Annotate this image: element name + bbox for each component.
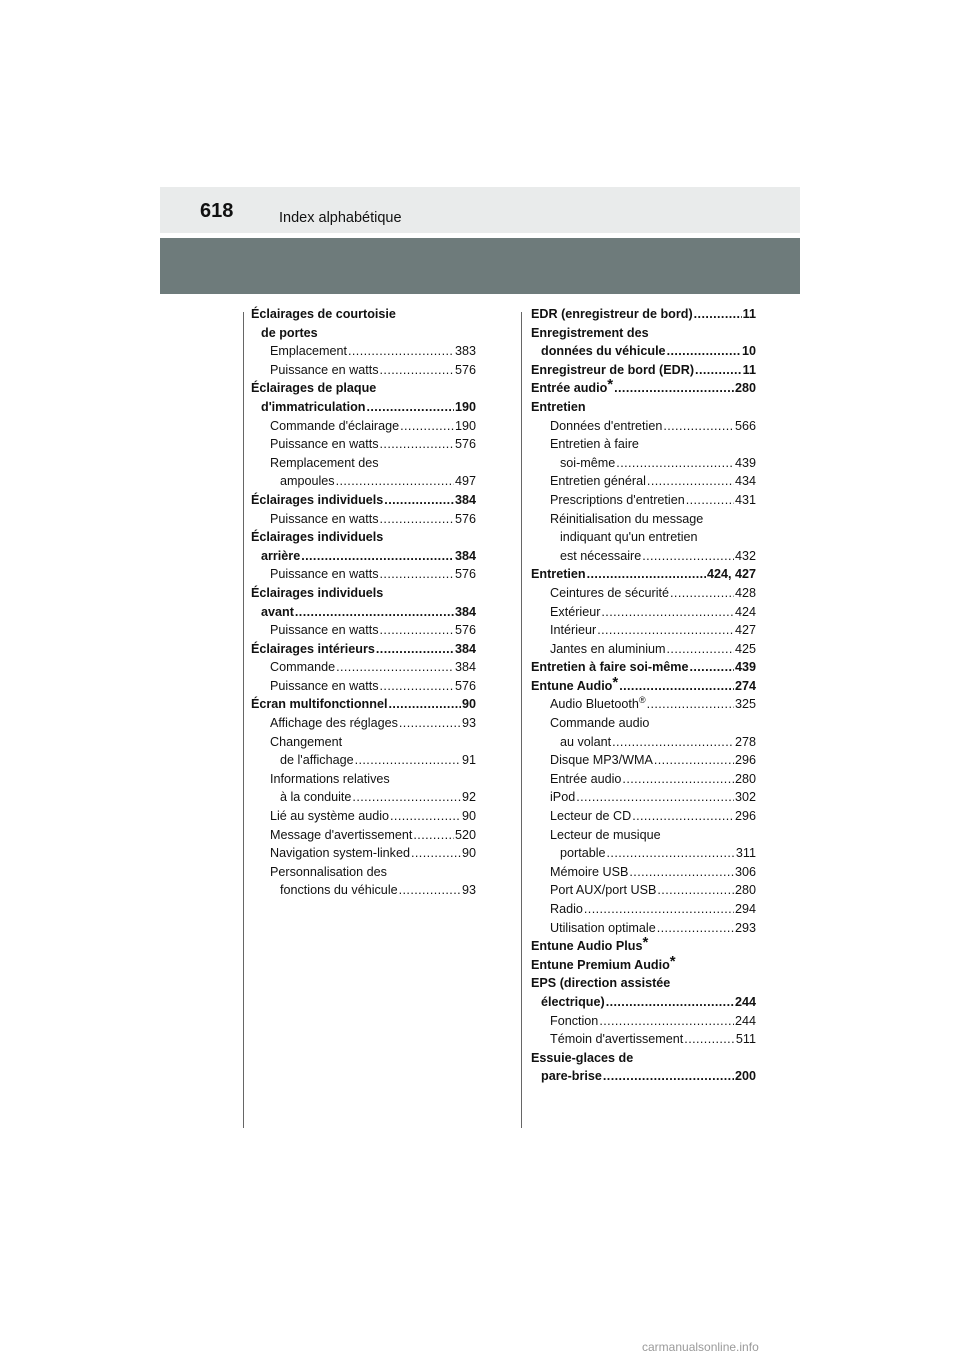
index-entry-label: Entretien à faire soi-même: [531, 660, 689, 675]
index-entry-page: 244: [734, 994, 756, 1009]
dot-leader: [694, 305, 742, 324]
index-entry: [251, 640, 476, 659]
index-entry-page: 384: [454, 604, 476, 619]
index-entry-page: 311: [735, 846, 756, 861]
page-title: Index alphabétique: [279, 210, 402, 226]
index-entry: [251, 361, 476, 380]
index-entry-label: Prescriptions d'entretien: [550, 492, 685, 507]
index-entry-label: Navigation system-linked: [270, 846, 410, 861]
index-entry-label: EPS (direction assistée: [531, 976, 671, 991]
index-entry-page: 306: [734, 864, 756, 879]
dot-leader: [399, 881, 461, 900]
dot-leader: [667, 640, 734, 659]
index-entry-label: Éclairages de courtoisie: [251, 307, 396, 321]
index-entry: [251, 695, 476, 714]
dot-leader: [413, 826, 454, 845]
index-entry: [531, 733, 756, 752]
watermark: carmanualsonline.info: [642, 1340, 759, 1354]
dot-leader: [616, 454, 734, 473]
index-entry-label: Extérieur: [550, 604, 601, 619]
dot-leader: [686, 491, 734, 510]
right-column-rule: [521, 312, 522, 1128]
dot-leader: [632, 807, 734, 826]
index-entry: [531, 658, 756, 677]
index-entry-label: Changement: [270, 734, 343, 749]
index-entry-page: 296: [734, 753, 756, 768]
dot-leader: [376, 640, 454, 659]
index-entry-page: 520: [454, 827, 476, 842]
index-entry: [251, 342, 476, 361]
index-entry-page: 576: [454, 362, 476, 377]
index-entry: [251, 472, 476, 491]
index-entry-page: 294: [734, 902, 756, 916]
index-entry: [531, 342, 756, 361]
dot-leader: [380, 435, 454, 454]
index-entry-page: 424: [734, 604, 756, 619]
index-entry-page: 190: [454, 399, 476, 414]
index-entry-label: EDR (enregistreur de bord): [531, 307, 693, 321]
index-entry-label: d'immatriculation: [261, 399, 366, 414]
index-entry-label: de portes: [261, 325, 318, 340]
index-entry-label: Commande d'éclairage: [270, 418, 400, 433]
dot-leader: [301, 547, 454, 566]
index-entry-page: 424, 427: [706, 567, 756, 582]
index-entry: [531, 751, 756, 770]
index-entry-label: Témoin d'avertissement: [550, 1032, 684, 1047]
dot-leader: [411, 844, 461, 863]
dot-leader: [336, 658, 454, 677]
index-entry-label: Éclairages individuels: [251, 530, 384, 545]
index-entry: [251, 733, 476, 752]
index-entry-label: Entretien: [531, 567, 586, 582]
index-entry-label: arrière: [261, 548, 301, 563]
index-entry-page: 439: [734, 455, 756, 470]
index-entry-page: 280: [734, 381, 756, 396]
index-entry-label: Entretien à faire: [550, 437, 639, 452]
index-entry: [251, 603, 476, 622]
index-entry-label: Entune Audio*: [531, 677, 618, 696]
index-entry: [251, 658, 476, 677]
index-entry: [251, 454, 476, 473]
index-entry-label: à la conduite: [280, 790, 352, 805]
index-entry-label: Entrée audio: [550, 771, 622, 786]
index-entry: [251, 677, 476, 696]
index-entry: [251, 491, 476, 510]
index-entry-page: 11: [742, 307, 756, 321]
index-entry: [251, 714, 476, 733]
dot-leader: [622, 770, 734, 789]
dot-leader: [380, 361, 454, 380]
index-entry-label: Radio: [550, 902, 583, 916]
section-band: [160, 238, 800, 294]
left-column-rule: [243, 312, 244, 1128]
dot-leader: [355, 751, 461, 770]
index-entry-label: Entretien: [531, 399, 586, 414]
index-entry: [251, 547, 476, 566]
index-entry-label: Port AUX/port USB: [550, 883, 657, 898]
index-entry-label: Puissance en watts: [270, 567, 379, 582]
index-entry: [251, 324, 476, 343]
index-entry-page: 427: [734, 623, 756, 638]
index-entry-page: 200: [734, 1069, 756, 1084]
index-entry-label: portable: [560, 846, 606, 861]
index-column-left: [251, 305, 476, 900]
index-entry-label: Jantes en aluminium: [550, 641, 666, 656]
index-entry-label: données du véhicule: [541, 344, 666, 359]
dot-leader: [352, 788, 461, 807]
index-entry: [251, 510, 476, 529]
dot-leader: [336, 472, 454, 491]
dot-leader: [642, 547, 734, 566]
index-entry: [531, 807, 756, 826]
index-entry-page: 93: [461, 883, 476, 898]
dot-leader: [684, 1030, 735, 1049]
index-entry-label: Audio Bluetooth®: [550, 695, 646, 712]
index-entry: [251, 788, 476, 807]
index-entry: [531, 640, 756, 659]
index-entry-page: 11: [742, 362, 756, 377]
index-entry-page: 439: [734, 660, 756, 675]
index-entry-label: Puissance en watts: [270, 623, 379, 638]
index-entry-page: 280: [734, 883, 756, 898]
index-entry: [251, 398, 476, 417]
index-entry-page: 576: [454, 511, 476, 526]
index-entry-label: Affichage des réglages: [270, 716, 398, 731]
index-entry-page: 90: [461, 809, 476, 824]
dot-leader: [400, 417, 454, 436]
index-entry-page: 278: [734, 734, 756, 749]
page-header: [160, 187, 800, 233]
index-entry-page: 576: [454, 567, 476, 582]
index-entry: [251, 584, 476, 603]
index-entry: [531, 881, 756, 900]
index-entry: [531, 379, 756, 398]
index-entry: [531, 1012, 756, 1031]
index-entry: [531, 826, 756, 845]
index-entry-label: Disque MP3/WMA: [550, 753, 653, 768]
index-entry: [531, 528, 756, 547]
index-entry-label: Entretien général: [550, 474, 646, 489]
index-entry: [251, 751, 476, 770]
index-entry-label: Puissance en watts: [270, 437, 379, 452]
index-entry-label: soi-même: [560, 455, 616, 470]
index-entry-label: avant: [261, 604, 294, 619]
dot-leader: [380, 621, 454, 640]
dot-leader: [597, 621, 734, 640]
index-entry: [251, 528, 476, 547]
index-entry-label: Données d'entretien: [550, 418, 663, 433]
dot-leader: [388, 695, 461, 714]
index-entry: [531, 844, 756, 863]
index-entry-page: 384: [454, 492, 476, 507]
index-entry: [531, 472, 756, 491]
index-entry: [251, 621, 476, 640]
index-entry: [531, 435, 756, 454]
index-entry-label: Éclairages de plaque: [251, 381, 377, 396]
dot-leader: [584, 900, 734, 919]
dot-leader: [614, 379, 734, 398]
dot-leader: [295, 603, 454, 622]
index-entry-page: 302: [734, 790, 756, 805]
index-entry-page: 425: [734, 641, 756, 656]
index-entry-label: indiquant qu'un entretien: [560, 530, 698, 545]
index-entry: [531, 677, 756, 696]
index-entry-label: est nécessaire: [560, 548, 642, 563]
dot-leader: [384, 491, 454, 510]
index-entry-label: Ceintures de sécurité: [550, 585, 670, 600]
index-entry: [531, 603, 756, 622]
index-entry: [531, 491, 756, 510]
index-entry-label: Puissance en watts: [270, 511, 379, 526]
index-entry-label: Utilisation optimale: [550, 920, 656, 935]
index-entry-label: Personnalisation des: [270, 864, 387, 879]
index-entry: [251, 826, 476, 845]
dot-leader: [380, 677, 454, 696]
index-entry-page: 10: [741, 344, 756, 359]
index-entry: [531, 974, 756, 993]
index-entry-page: 384: [454, 641, 476, 656]
dot-leader: [603, 1067, 734, 1086]
index-entry: [251, 863, 476, 882]
index-entry-label: Entune Premium Audio*: [531, 956, 676, 975]
dot-leader: [390, 807, 461, 826]
index-entry-label: Éclairages individuels: [251, 585, 384, 600]
index-entry-mark: *: [607, 379, 614, 394]
index-entry-mark: *: [612, 676, 619, 691]
index-entry-page: 93: [461, 716, 476, 731]
index-entry: [531, 900, 756, 919]
index-entry-label: iPod: [550, 790, 576, 805]
index-entry: [531, 565, 756, 584]
index-entry: [531, 584, 756, 603]
index-entry: [531, 863, 756, 882]
index-entry: [531, 770, 756, 789]
dot-leader: [667, 342, 741, 361]
index-entry-page: 91: [461, 753, 476, 768]
index-entry-mark: *: [642, 937, 649, 951]
dot-leader: [619, 677, 734, 696]
index-entry-label: Éclairages intérieurs: [251, 641, 375, 656]
index-entry-page: 511: [735, 1032, 756, 1047]
index-entry-label: fonctions du véhicule: [280, 883, 398, 898]
index-entry: [251, 435, 476, 454]
dot-leader: [366, 398, 454, 417]
index-entry-page: 190: [454, 418, 476, 433]
dot-leader: [606, 993, 734, 1012]
dot-leader: [380, 565, 454, 584]
index-entry-label: Écran multifonctionnel: [251, 697, 388, 712]
index-entry-page: 497: [454, 474, 476, 489]
index-entry-label: Puissance en watts: [270, 678, 379, 693]
index-entry: [531, 956, 756, 975]
index-entry: [531, 510, 756, 529]
index-entry-label: Intérieur: [550, 623, 597, 638]
dot-leader: [399, 714, 461, 733]
index-entry: [251, 379, 476, 398]
index-entry-mark: ®: [638, 695, 646, 706]
dot-leader: [587, 565, 706, 584]
index-entry: [531, 454, 756, 473]
index-entry-label: Essuie-glaces de: [531, 1050, 634, 1065]
index-entry: [251, 305, 476, 324]
index-entry-label: au volant: [560, 734, 612, 749]
index-entry: [251, 770, 476, 789]
index-entry-label: Puissance en watts: [270, 362, 379, 377]
index-entry-page: 434: [734, 474, 756, 489]
dot-leader: [612, 733, 734, 752]
index-entry: [531, 788, 756, 807]
dot-leader: [599, 1012, 734, 1031]
index-entry-page: 576: [454, 437, 476, 452]
dot-leader: [647, 472, 734, 491]
index-column-right: [531, 305, 756, 1086]
index-entry: [531, 1067, 756, 1086]
dot-leader: [348, 342, 454, 361]
index-entry: [251, 417, 476, 436]
index-entry: [531, 305, 756, 324]
index-entry-page: 280: [734, 771, 756, 786]
index-entry-page: 296: [734, 809, 756, 824]
index-entry: [531, 621, 756, 640]
index-entry: [251, 881, 476, 900]
index-entry: [531, 937, 756, 956]
index-entry: [251, 807, 476, 826]
dot-leader: [670, 584, 734, 603]
index-entry-page: 244: [734, 1013, 756, 1028]
index-entry-label: Entrée audio*: [531, 379, 613, 398]
index-entry-label: Fonction: [550, 1013, 599, 1028]
index-entry-label: Informations relatives: [270, 771, 390, 786]
index-entry-page: 566: [734, 418, 756, 433]
index-entry-label: pare-brise: [541, 1069, 602, 1084]
dot-leader: [607, 844, 735, 863]
dot-leader: [695, 361, 742, 380]
index-entry-label: Enregistreur de bord (EDR): [531, 362, 695, 377]
index-entry: [531, 324, 756, 343]
index-entry-label: Mémoire USB: [550, 864, 629, 879]
index-entry-page: 431: [734, 492, 756, 507]
index-entry: [531, 695, 756, 714]
index-entry-label: Lié au système audio: [270, 809, 390, 824]
index-entry-label: Commande: [270, 660, 336, 675]
index-entry-label: Éclairages individuels: [251, 492, 384, 507]
index-entry-label: Emplacement: [270, 344, 347, 359]
index-entry-page: 384: [454, 660, 476, 675]
index-entry-label: électrique): [541, 994, 605, 1009]
index-entry: [531, 919, 756, 938]
dot-leader: [657, 919, 734, 938]
dot-leader: [663, 417, 734, 436]
index-entry-label: Lecteur de musique: [550, 827, 661, 842]
index-entry-page: 90: [461, 846, 476, 861]
dot-leader: [629, 863, 734, 882]
index-entry-page: 432: [734, 548, 756, 563]
dot-leader: [576, 788, 734, 807]
index-entry-label: Enregistrement des: [531, 325, 649, 340]
index-entry: [531, 361, 756, 380]
index-entry: [251, 844, 476, 863]
index-entry: [251, 565, 476, 584]
index-entry-label: Message d'avertissement: [270, 827, 413, 842]
index-entry: [531, 1030, 756, 1049]
index-entry-page: 576: [454, 678, 476, 693]
dot-leader: [380, 510, 454, 529]
index-entry: [531, 993, 756, 1012]
index-entry-page: 325: [734, 697, 756, 712]
index-entry-label: Entune Audio Plus*: [531, 937, 648, 956]
index-entry: [531, 398, 756, 417]
index-entry-label: Remplacement des: [270, 455, 379, 470]
index-entry-label: de l'affichage: [280, 753, 354, 768]
index-entry-page: 576: [454, 623, 476, 638]
index-entry-page: 293: [734, 920, 756, 935]
index-entry-label: Lecteur de CD: [550, 809, 632, 824]
index-entry-page: 274: [734, 678, 756, 693]
dot-leader: [601, 603, 734, 622]
index-entry: [531, 547, 756, 566]
dot-leader: [647, 695, 734, 714]
dot-leader: [657, 881, 734, 900]
index-entry-page: 428: [734, 585, 756, 600]
page-number: 618: [200, 200, 234, 222]
index-entry-page: 383: [454, 344, 476, 359]
index-entry: [531, 1049, 756, 1068]
dot-leader: [689, 658, 734, 677]
index-entry-label: Commande audio: [550, 716, 650, 731]
index-entry: [531, 714, 756, 733]
index-entry-mark: *: [669, 955, 676, 970]
index-entry-label: ampoules: [280, 474, 335, 489]
index-entry-page: 384: [454, 548, 476, 563]
dot-leader: [654, 751, 734, 770]
index-entry-label: Réinitialisation du message: [550, 511, 704, 526]
index-entry-page: 90: [461, 697, 476, 712]
index-entry-page: 92: [461, 790, 476, 805]
index-entry: [531, 417, 756, 436]
